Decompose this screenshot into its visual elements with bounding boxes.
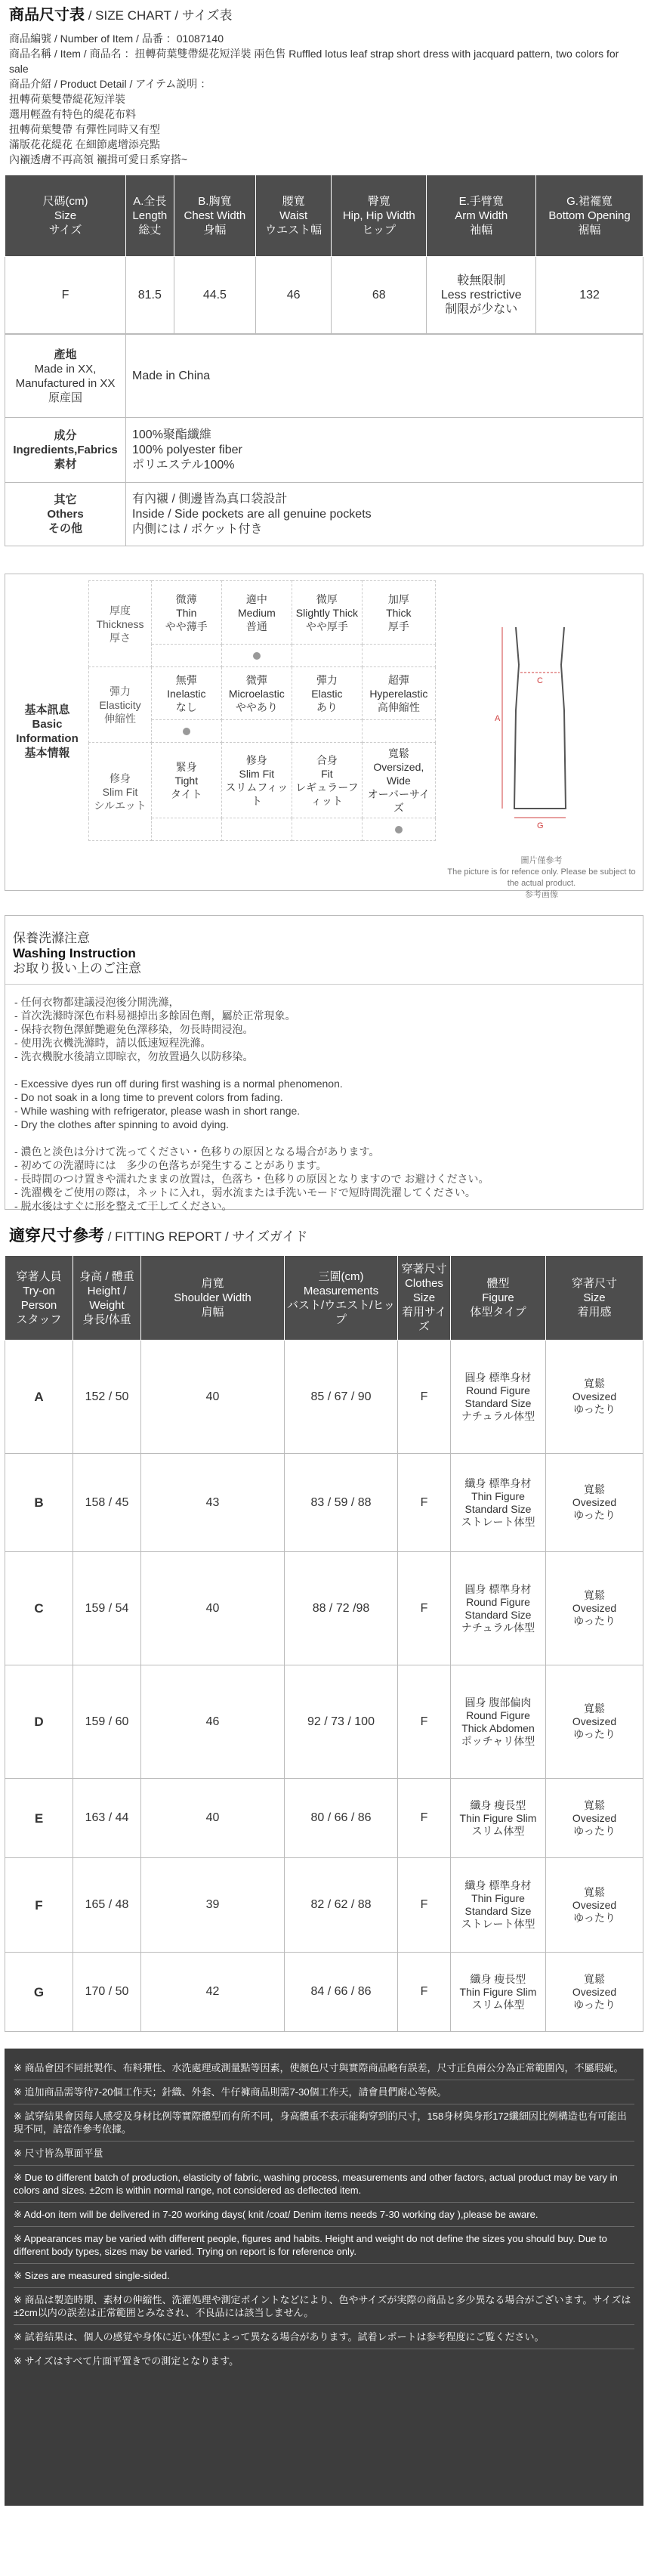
col-shoulder: 肩寬 Shoulder Width 肩幅 <box>141 1256 285 1341</box>
basic-info-grid <box>88 580 436 841</box>
elasticity-label: 彈力 Elasticity 伸縮性 <box>89 667 152 743</box>
col-feel: 穿著尺寸 Size 着用感 <box>546 1256 643 1341</box>
fitting-row <box>5 1552 643 1665</box>
notes-block <box>5 2049 643 2506</box>
col-figure: 體型 Figure 体型タイプ <box>451 1256 546 1341</box>
col-person: 穿著人員 Try-on Person スタッフ <box>5 1256 73 1341</box>
size-chart-heading: 商品尺寸表 <box>9 7 85 23</box>
measurements: 84 / 66 / 86 <box>285 1953 398 2032</box>
fit-mark-2 <box>292 818 363 841</box>
hip-value: 68 <box>332 257 427 334</box>
size-table <box>5 175 643 334</box>
measurements: 92 / 73 / 100 <box>285 1665 398 1779</box>
selected-dot <box>183 728 190 735</box>
thickness-row <box>89 581 436 645</box>
product-info <box>0 28 648 167</box>
clothes-size: F <box>398 1953 451 2032</box>
note: ※ Due to different batch of production, elasticity of fabric, washing process, measurements and other factors, actual product may be vary in colors and sizes. ±2cm is within normal range, not considered as deflected item. <box>14 2166 634 2203</box>
elasticity-inelastic: 無彈 Inelastic なし <box>152 667 222 720</box>
elasticity-row <box>89 667 436 720</box>
figure-type: 纖身 瘦長型 Thin Figure Slim スリム体型 <box>451 1953 546 2032</box>
measurements: 80 / 66 / 86 <box>285 1779 398 1858</box>
note: ※ 商品は製造時期、素材の伸縮性、洗濯処理や測定ポイントなどにより、色やサイズが実際の商品と多少異なる場合がございます。サイズは±2cm以内の誤差は正常範囲とみなされ、不良品には該当しません。 <box>14 2288 634 2325</box>
elasticity-hyper: 超彈 Hyperelastic 高伸縮性 <box>362 667 435 720</box>
thickness-thick: 加厚 Thick 厚手 <box>362 581 435 645</box>
col-length: A.全長 Length 総丈 <box>126 175 174 257</box>
basic-info-label: 基本訊息 Basic Information 基本情報 <box>16 704 79 759</box>
note: ※ 商品會因不同批製作、布料彈性、水洗處理或測量點等因素，使顏色尺寸與實際商品略有誤差，尺寸正負兩公分為正常範圍內，不屬瑕疵。 <box>14 2056 634 2080</box>
selected-dot <box>395 826 403 833</box>
dress-diagram <box>457 620 623 839</box>
col-hip: 臀寬 Hip, Hip Width ヒップ <box>332 175 427 257</box>
size-value: F <box>5 257 126 334</box>
item-number: 商品編號 / Number of Item / 品番 ：01087140 <box>9 32 224 45</box>
note: ※ 追加商品需等待7-20個工作天；針織、外套、牛仔褲商品則需7-30個工作天，請會員們耐心等候。 <box>14 2080 634 2104</box>
origin-row <box>5 335 643 418</box>
size-table-header <box>5 175 643 257</box>
person-name: E <box>5 1779 73 1858</box>
note: ※ サイズはすべて片面平置きでの測定となります。 <box>14 2355 239 2367</box>
fitting-row <box>5 1858 643 1953</box>
thickness-label: 厚度 Thickness 厚さ <box>89 581 152 667</box>
fit-slim: 修身 Slim Fit スリムフィット <box>221 743 292 818</box>
product-detail-line: 內襯透膚不再高領 襯揖可愛日系穿搭~ <box>9 153 188 165</box>
fit-feel: 寬鬆 Ovesized ゆったり <box>546 1341 643 1454</box>
figure-type: 纖身 瘦長型 Thin Figure Slim スリム体型 <box>451 1779 546 1858</box>
figure-type: 圓身 標準身材 Round Figure Standard Size ナチュラル体型 <box>451 1552 546 1665</box>
fit-oversized: 寬鬆 Oversized, Wide オーバーサイズ <box>362 743 435 818</box>
waist-value: 46 <box>256 257 332 334</box>
thickness-mark-0 <box>152 645 222 667</box>
clothes-size: F <box>398 1341 451 1454</box>
clothes-size: F <box>398 1665 451 1779</box>
fitting-row <box>5 1779 643 1858</box>
person-name: D <box>5 1665 73 1779</box>
product-detail-line: 扭轉荷葉雙帶緹花短洋裝 <box>9 93 125 105</box>
size-row <box>5 257 643 334</box>
clothes-size: F <box>398 1454 451 1552</box>
fit-feel: 寬鬆 Ovesized ゆったり <box>546 1779 643 1858</box>
thickness-mark-2 <box>292 645 363 667</box>
label-c: C <box>537 676 543 685</box>
product-detail-line: 選用輕盈有特色的緹花布料 <box>9 108 136 120</box>
col-arm: E.手臂寬 Arm Width 袖幅 <box>427 175 536 257</box>
left-strap <box>516 627 519 665</box>
height-weight: 163 / 44 <box>73 1779 141 1858</box>
shoulder-width: 40 <box>141 1341 285 1454</box>
elasticity-mark-0 <box>152 720 222 743</box>
label-g: G <box>537 821 544 830</box>
washing-en: - Excessive dyes run off during first washing is a normal phenomenon. - Do not soak in a long time to prevent colors from fading. - While washing with refrigerator, please wash in short range. - Dry the clothes after spinning to avoid dying. <box>14 1078 343 1130</box>
height-weight: 158 / 45 <box>73 1454 141 1552</box>
note: ※ 尺寸皆為單面平量 <box>14 2142 634 2166</box>
elasticity-elastic: 彈力 Elastic あり <box>292 667 363 720</box>
fitting-heading: 適穿尺寸參考 <box>9 1227 104 1245</box>
figure-type: 纖身 標準身材 Thin Figure Standard Size ストレート体型 <box>451 1858 546 1953</box>
fabric-label: 成分 Ingredients,Fabrics 素材 <box>5 418 126 483</box>
fit-mark-1 <box>221 818 292 841</box>
person-name: F <box>5 1858 73 1953</box>
shoulder-width: 40 <box>141 1552 285 1665</box>
shoulder-width: 42 <box>141 1953 285 2032</box>
measurements: 82 / 62 / 88 <box>285 1858 398 1953</box>
fitting-header <box>5 1256 643 1341</box>
fitting-row <box>5 1953 643 2032</box>
fit-feel: 寬鬆 Ovesized ゆったり <box>546 1858 643 1953</box>
fitting-row <box>5 1341 643 1454</box>
label-a: A <box>495 714 501 723</box>
person-name: G <box>5 1953 73 2032</box>
fit-mark-3 <box>362 818 435 841</box>
elasticity-micro: 微彈 Microelastic ややあり <box>221 667 292 720</box>
shoulder-width: 40 <box>141 1779 285 1858</box>
figure-type: 圓身 腹部偏肉 Round Figure Thick Abdomen ポッチャリ体型 <box>451 1665 546 1779</box>
fit-row <box>89 743 436 818</box>
thickness-mark-3 <box>362 645 435 667</box>
note: ※ 試着結果は、個人の感覚や身体に近い体型によって異なる場合があります。試着レポートは参考程度にご覧ください。 <box>14 2325 634 2349</box>
col-clothes-size: 穿著尺寸 Clothes Size 着用サイズ <box>398 1256 451 1341</box>
origin-label: 產地 Made in XX, Manufactured in XX 原産国 <box>5 335 126 418</box>
clothes-size: F <box>398 1552 451 1665</box>
col-chest: B.胸寬 Chest Width 身幅 <box>174 175 255 257</box>
right-strap <box>561 627 564 665</box>
thickness-mark-1 <box>221 645 292 667</box>
size-chart-subtitle: / SIZE CHART / サイズ表 <box>88 8 233 23</box>
person-name: A <box>5 1341 73 1454</box>
height-weight: 165 / 48 <box>73 1858 141 1953</box>
fit-feel: 寬鬆 Ovesized ゆったり <box>546 1953 643 2032</box>
figure-type: 圓身 標準身材 Round Figure Standard Size ナチュラル体型 <box>451 1341 546 1454</box>
fabric-row <box>5 418 643 483</box>
col-bottom: G.裙襬寬 Bottom Opening 裾幅 <box>536 175 643 257</box>
fit-regular: 合身 Fit レギュラーフィット <box>292 743 363 818</box>
fitting-subtitle: / FITTING REPORT / サイズガイド <box>107 1229 308 1244</box>
others-value: 有內襯 / 側邊皆為真口袋設計 Inside / Side pockets are all genuine pockets 内側には / ポケット付き <box>126 483 643 546</box>
person-name: C <box>5 1552 73 1665</box>
measurements: 83 / 59 / 88 <box>285 1454 398 1552</box>
fabric-value: 100%聚酯纖維 100% polyester fiber ポリエステル100% <box>126 418 643 483</box>
clothes-size: F <box>398 1779 451 1858</box>
height-weight: 159 / 60 <box>73 1665 141 1779</box>
washing-block <box>5 915 643 1210</box>
item-name: 商品名稱 / Item / 商品名 ：扭轉荷葉雙帶緹花短洋裝 兩色售 Ruffled lotus leaf strap short dress with jacquard pattern, two colors for sale <box>9 48 619 75</box>
height-weight: 159 / 54 <box>73 1552 141 1665</box>
fit-feel: 寬鬆 Ovesized ゆったり <box>546 1552 643 1665</box>
clothes-size: F <box>398 1858 451 1953</box>
basic-info-block <box>5 574 643 899</box>
fitting-title <box>0 1226 648 1246</box>
shoulder-width: 39 <box>141 1858 285 1953</box>
length-value: 81.5 <box>126 257 174 334</box>
col-height-weight: 身高 / 體重 Height / Weight 身長/体重 <box>73 1256 141 1341</box>
person-name: B <box>5 1454 73 1552</box>
thickness-slightly-thick: 微厚 Slightly Thick やや厚手 <box>292 581 363 645</box>
fit-tight: 緊身 Tight タイト <box>152 743 222 818</box>
dress-body <box>514 665 566 809</box>
fitting-table <box>5 1255 643 2032</box>
fit-mark-0 <box>152 818 222 841</box>
shoulder-width: 46 <box>141 1665 285 1779</box>
note: ※ Sizes are measured single-sided. <box>14 2264 634 2288</box>
shoulder-width: 43 <box>141 1454 285 1552</box>
thickness-medium: 適中 Medium 普通 <box>221 581 292 645</box>
product-detail-line: 滿版花花緹花 在細節處增添亮點 <box>9 138 160 150</box>
washing-body <box>5 985 643 1237</box>
selected-dot <box>253 652 261 660</box>
washing-ja: - 濃色と淡色は分けて洗ってください・色移りの原因となる場合があります。 - 初めての洗濯時には 多少の色落ちが発生することがあります。 - 長時間のつけ置きや濡れたままの放置は，色落ち・色移りの原因となりますので お避けください。 - 洗濯機をご使用の際は，ネットに入れ，弱水流または手洗いモードで短時間洗濯してください。 - 脱水後はすぐに形を整えて干してください。 <box>14 1146 489 1212</box>
origin-value: Made in China <box>126 335 643 418</box>
figure-type: 纖身 標準身材 Thin Figure Standard Size ストレート体型 <box>451 1454 546 1552</box>
col-size: 尺碼(cm) Size サイズ <box>5 175 126 257</box>
thickness-thin: 微薄 Thin やや薄手 <box>152 581 222 645</box>
elasticity-mark-2 <box>292 720 363 743</box>
washing-zh: - 任何衣物都建議浸泡後分開洗滌， - 首次洗滌時深色布料易褪掉出多餘固色劑，屬於正常現象。 - 保持衣物色澤鮮艷避免色澤移染，勿長時間浸泡。 - 使用洗衣機洗滌時，請以低速短程洗滌。 - 洗衣機脫水後請立即晾衣，勿放置過久以防移染。 <box>14 996 296 1062</box>
figure-note: 圖片僅參考 The picture is for refence only. Please be subject to the actual product. 参考画像 <box>447 856 636 899</box>
fitting-row <box>5 1454 643 1552</box>
others-row <box>5 483 643 546</box>
product-detail-line: 扭轉荷葉雙帶 有彈性同時又有型 <box>9 123 160 135</box>
product-detail-label: 商品介紹 / Product Detail / アイテム説明 ： <box>9 78 211 90</box>
material-table <box>5 334 643 546</box>
chest-value: 44.5 <box>174 257 255 334</box>
bottom-value: 132 <box>536 257 643 334</box>
elasticity-mark-3 <box>362 720 435 743</box>
col-waist: 腰寬 Waist ウエスト幅 <box>256 175 332 257</box>
measurements: 88 / 72 /98 <box>285 1552 398 1665</box>
size-chart-title <box>0 0 648 28</box>
note: ※ Appearances may be varied with different people, figures and habits. Height and weight do not define the sizes you should buy. Due to different body types, sizes may be varied. Trying on report is for reference only. <box>14 2227 634 2264</box>
fit-feel: 寬鬆 Ovesized ゆったり <box>546 1665 643 1779</box>
height-weight: 152 / 50 <box>73 1341 141 1454</box>
arm-value: 較無限制 Less restrictive 制限が少ない <box>427 257 536 334</box>
height-weight: 170 / 50 <box>73 1953 141 2032</box>
note: ※ 試穿結果會因每人感受及身材比例等實際體型而有所不同，身高體重不表示能夠穿到的尺寸，158身材與身形172纖細因比例構造也有可能出現不同，請當作參考依據。 <box>14 2104 634 2142</box>
others-label: 其它 Others その他 <box>5 483 126 546</box>
measurements: 85 / 67 / 90 <box>285 1341 398 1454</box>
washing-title: 保養洗滌注意 Washing Instruction お取り扱い上のご注意 <box>5 916 643 985</box>
fit-label: 修身 Slim Fit シルエット <box>89 743 152 841</box>
note: ※ Add-on item will be delivered in 7-20 working days( knit /coat/ Denim items needs 7-30 working day ),please be aware. <box>14 2203 634 2227</box>
elasticity-mark-1 <box>221 720 292 743</box>
fitting-row <box>5 1665 643 1779</box>
col-measurements: 三圍(cm) Measurements バスト/ウエスト/ヒップ <box>285 1256 398 1341</box>
fit-feel: 寬鬆 Ovesized ゆったり <box>546 1454 643 1552</box>
